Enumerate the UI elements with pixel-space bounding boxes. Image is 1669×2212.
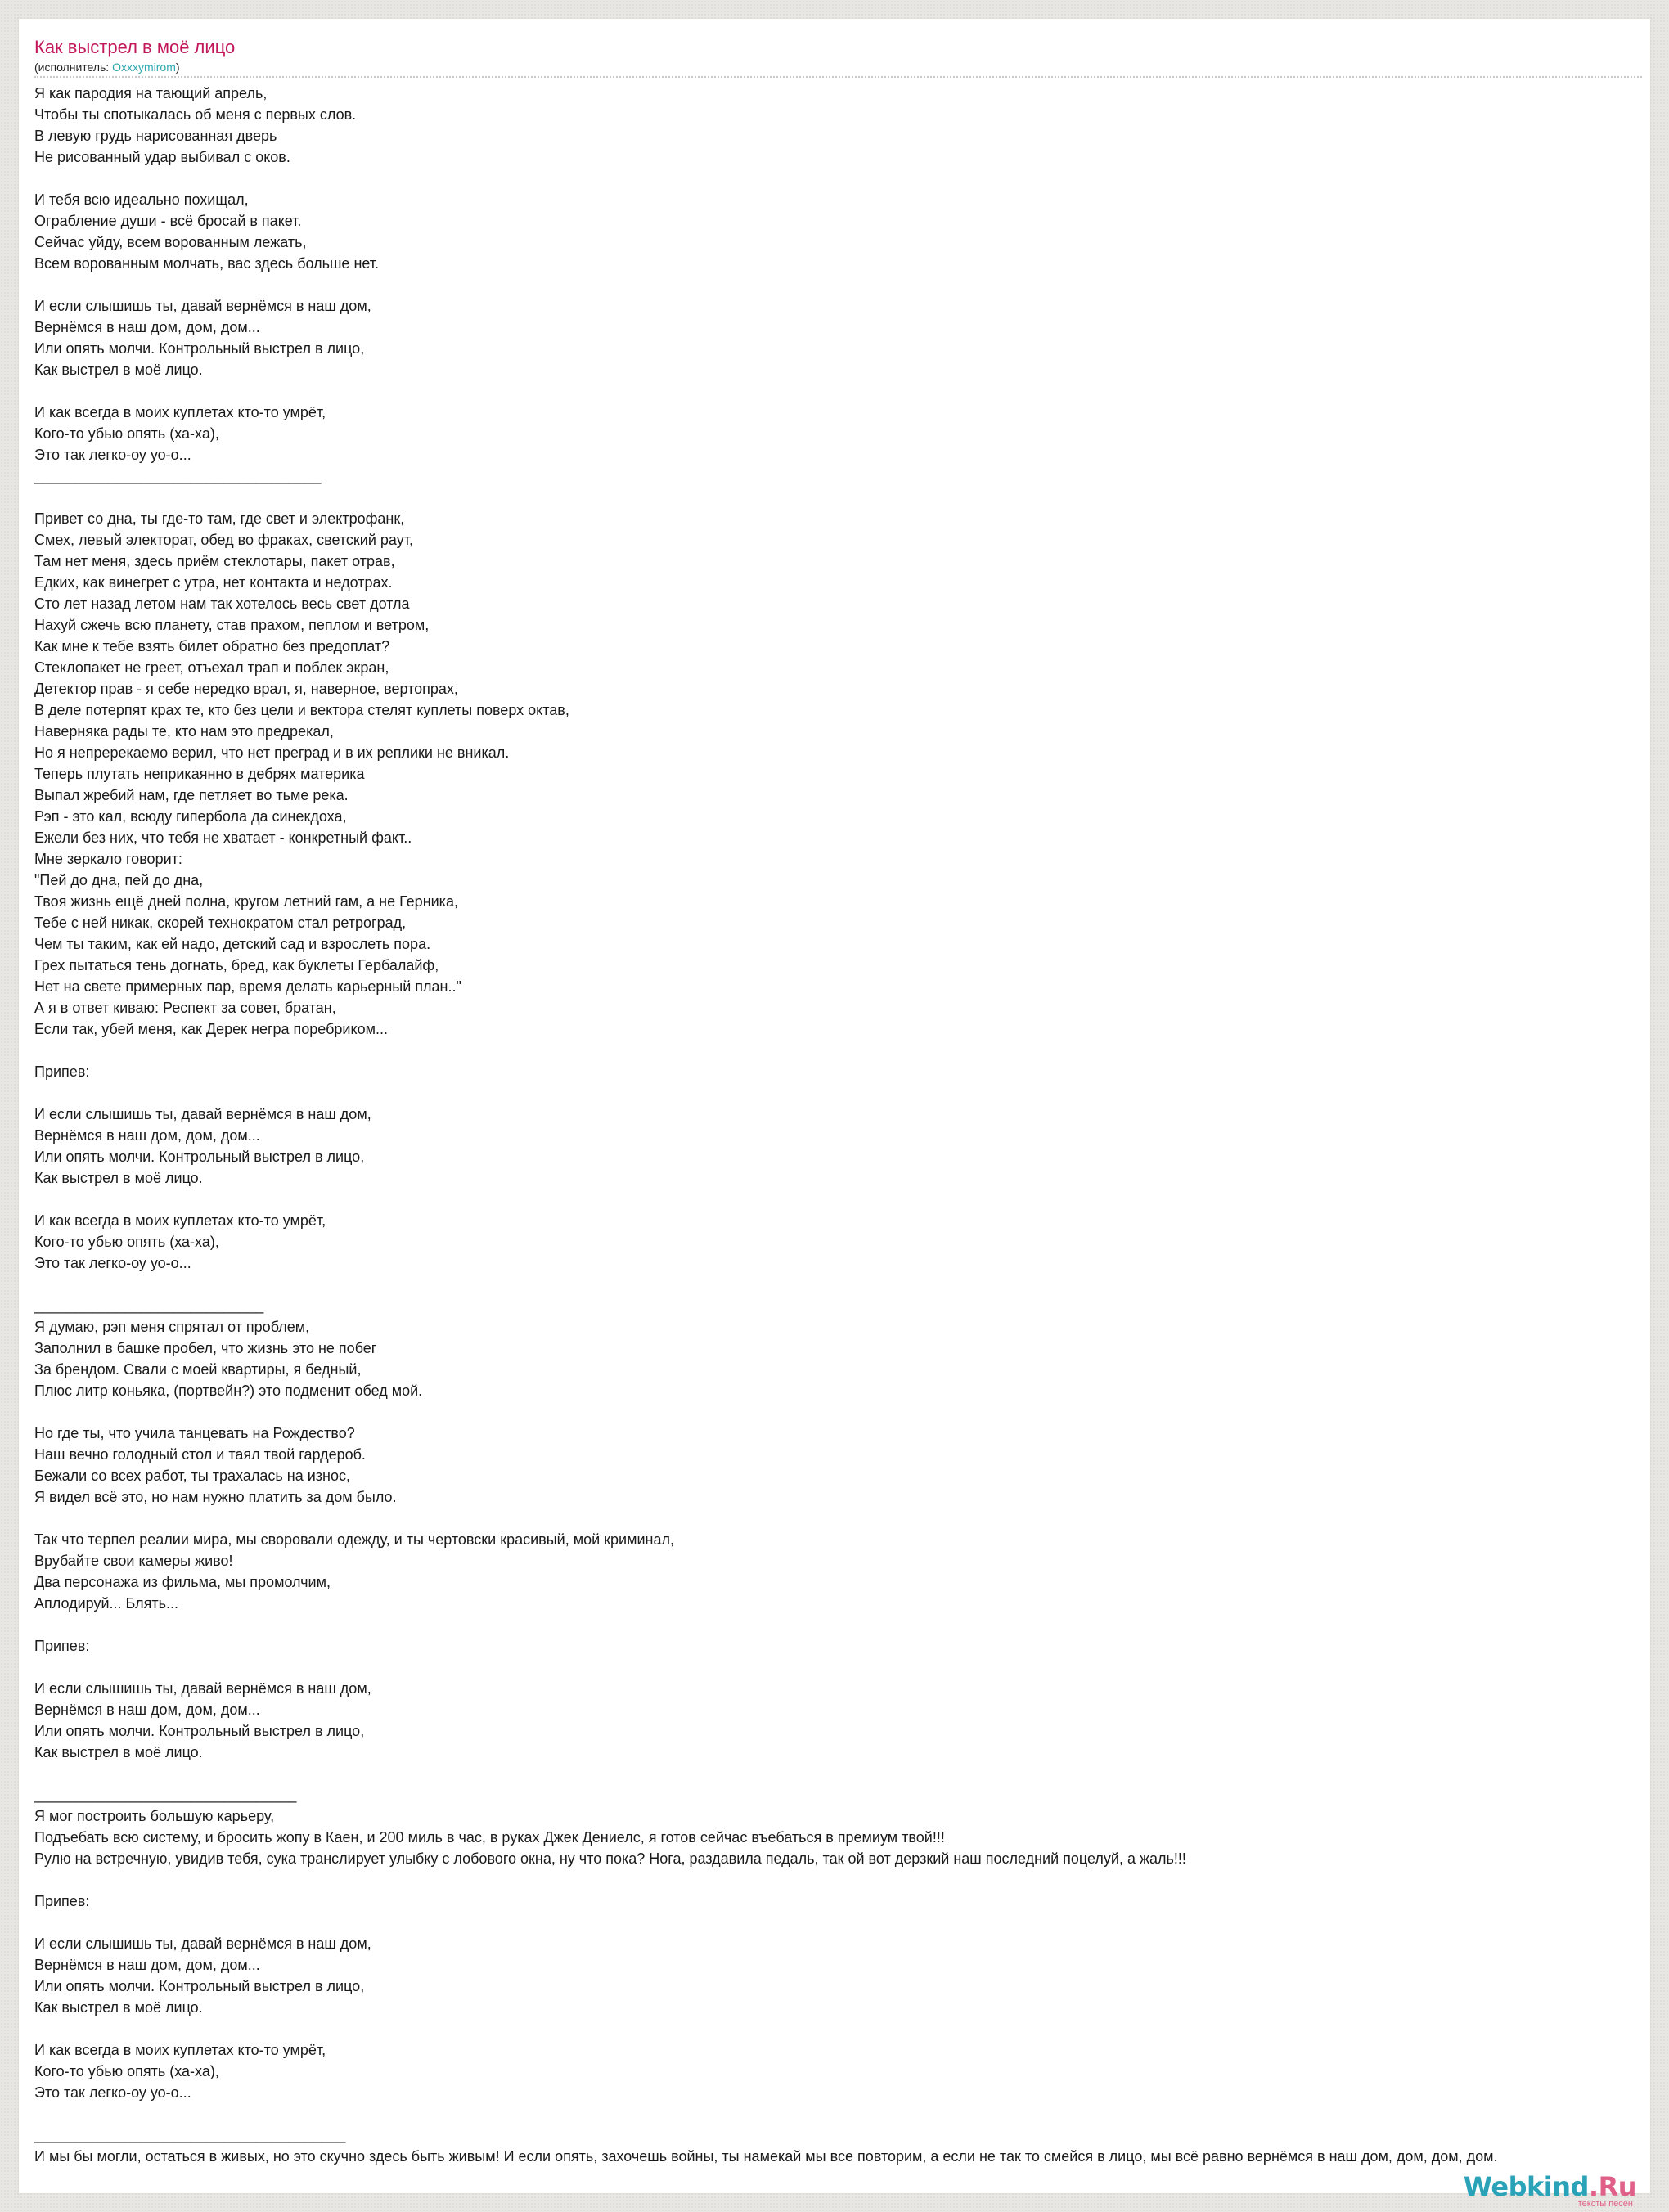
lyric-line: И если слышишь ты, давай вернёмся в наш дом, — [34, 1680, 371, 1697]
lyric-line: Наш вечно голодный стол и таял твой гардероб. — [34, 1446, 366, 1463]
site-logo[interactable] — [1464, 2173, 1636, 2209]
lyric-line: ________________________________ — [34, 1787, 297, 1803]
lyric-line: Вернёмся в наш дом, дом, дом... — [34, 1957, 260, 1973]
lyric-line — [34, 168, 1650, 189]
lyric-line: Или опять молчи. Контрольный выстрел в лицо, — [34, 1723, 365, 1739]
lyric-line: Кого-то убью опять (ха-ха), — [34, 1234, 219, 1250]
lyric-line — [34, 1508, 1650, 1529]
lyric-line: Как мне к тебе взять билет обратно без предоплат? — [34, 638, 390, 654]
lyric-line — [34, 1614, 1650, 1635]
lyric-line: Сто лет назад летом нам так хотелось весь свет дотла — [34, 596, 410, 612]
lyric-line: Это так легко-оу уо-о... — [34, 447, 191, 463]
lyric-line: Чем ты таким, как ей надо, детский сад и взрослеть пора. — [34, 936, 431, 952]
lyric-line: ____________________________ — [34, 1297, 264, 1314]
title-divider — [34, 76, 1642, 78]
logo-tagline: тексты песен — [1577, 2199, 1633, 2209]
lyric-line: Как выстрел в моё лицо. — [34, 1999, 203, 2016]
lyric-line: Теперь плутать неприкаянно в дебрях материка — [34, 766, 365, 782]
lyric-line: И как всегда в моих куплетах кто-то умрёт, — [34, 404, 326, 420]
lyric-line — [34, 1763, 1650, 1784]
lyric-line: Вернёмся в наш дом, дом, дом... — [34, 1702, 260, 1718]
lyric-line: Выпал жребий нам, где петляет во тьме река. — [34, 787, 349, 803]
lyric-line: Там нет меня, здесь приём стеклотары, пакет отрав, — [34, 553, 395, 569]
lyric-line: Врубайте свои камеры живо! — [34, 1553, 233, 1569]
performer-prefix: (исполнитель: — [34, 61, 113, 74]
lyric-line: И тебя всю идеально похищал, — [34, 191, 249, 208]
logo-suffix: .Ru — [1588, 2171, 1636, 2202]
lyric-line — [34, 1401, 1650, 1423]
lyric-line: Грех пытаться тень догнать, бред, как буклеты Гербалайф, — [34, 957, 439, 973]
lyric-line: Или опять молчи. Контрольный выстрел в лицо, — [34, 1978, 365, 1994]
logo-wordmark — [1464, 2173, 1636, 2201]
lyric-line: Но где ты, что учила танцевать на Рождество? — [34, 1425, 355, 1441]
lyric-line: Аплодируй... Блять... — [34, 1595, 178, 1612]
lyric-line: И мы бы могли, остаться в живых, но это скучно здесь быть живым! И если опять, захочешь войны, ты намекай мы все повторим, а если не так то смейся в лицо, мы всё равно вернёмся в наш дом, дом, дом, дом. — [34, 2148, 1498, 2165]
lyric-line: Как выстрел в моё лицо. — [34, 1744, 203, 1760]
lyric-line: Это так легко-оу уо-о... — [34, 2084, 191, 2101]
lyric-line — [34, 1274, 1650, 1295]
lyric-line: Я мог построить большую карьеру, — [34, 1808, 275, 1824]
lyric-line: Припев: — [34, 1063, 90, 1080]
lyric-line: Если так, убей меня, как Дерек негра поребриком... — [34, 1021, 388, 1037]
lyric-line: Так что терпел реалии мира, мы своровали одежду, и ты чертовски красивый, мой криминал, — [34, 1531, 674, 1548]
lyric-line: Всем ворованным молчать, вас здесь больше нет. — [34, 255, 380, 272]
lyric-line: Кого-то убью опять (ха-ха), — [34, 425, 219, 442]
lyric-line: И как всегда в моих куплетах кто-то умрёт, — [34, 1212, 326, 1229]
lyric-line: Смех, левый электорат, обед во фраках, светский раут, — [34, 532, 413, 548]
lyric-line: Я видел всё это, но нам нужно платить за дом было. — [34, 1489, 397, 1505]
performer-suffix: ) — [175, 61, 180, 74]
performer-line — [34, 60, 180, 74]
lyric-line: Два персонажа из фильма, мы промолчим, — [34, 1574, 331, 1590]
lyric-line: "Пей до дна, пей до дна, — [34, 872, 204, 888]
lyric-line: Ежели без них, что тебя не хватает - конкретный факт.. — [34, 830, 412, 846]
lyric-line: Рэп - это кал, всюду гипербола да синекдоха, — [34, 808, 347, 825]
lyric-line — [34, 1082, 1650, 1104]
lyric-line: А я в ответ киваю: Респект за совет, братан, — [34, 1000, 336, 1016]
lyric-line: Кого-то убью опять (ха-ха), — [34, 2063, 219, 2079]
lyric-line: ______________________________________ — [34, 2127, 346, 2143]
lyric-line: В деле потерпят крах те, кто без цели и вектора стелят куплеты поверх октав, — [34, 702, 569, 718]
lyric-line — [34, 1912, 1650, 1933]
lyric-line — [34, 1189, 1650, 1210]
lyric-line: Или опять молчи. Контрольный выстрел в лицо, — [34, 340, 365, 357]
lyric-line — [34, 274, 1650, 295]
lyric-line: Рулю на встречную, увидив тебя, сука транслирует улыбку с лобового окна, ну что пока? Нога, раздавила педаль, так ой вот дерзкий наш последний поцелуй, а жаль!!! — [34, 1850, 1186, 1867]
lyric-line — [34, 487, 1650, 508]
lyric-line: И если слышишь ты, давай вернёмся в наш дом, — [34, 1936, 371, 1952]
song-title: Как выстрел в моё лицо — [34, 37, 236, 57]
lyric-line: Твоя жизнь ещё дней полна, кругом летний гам, а не Герника, — [34, 893, 458, 910]
performer-link[interactable]: Oxxxymirom — [112, 61, 176, 74]
lyric-line — [34, 1869, 1650, 1891]
lyric-line: Едких, как винегрет с утра, нет контакта и недотрах. — [34, 574, 393, 591]
lyric-line: Подъебать всю систему, и бросить жопу в Каен, и 200 миль в час, в руках Джек Дениелс, я готов сейчас въебаться в премиум твой!!! — [34, 1829, 945, 1846]
lyric-line: Стеклопакет не греет, отъехал трап и поблек экран, — [34, 659, 389, 676]
lyric-line: Как выстрел в моё лицо. — [34, 1170, 203, 1186]
lyrics-text — [34, 83, 1650, 2167]
lyric-line: Наверняка рады те, кто нам это предрекал, — [34, 723, 334, 740]
lyric-line: Чтобы ты спотыкалась об меня с первых слов. — [34, 106, 357, 123]
lyric-line: Припев: — [34, 1893, 90, 1909]
lyric-line: Детектор прав - я себе нередко врал, я, наверное, вертопрах, — [34, 681, 458, 697]
lyrics-page — [18, 18, 1651, 2194]
lyric-line: Бежали со всех работ, ты трахалась на износ, — [34, 1468, 350, 1484]
lyric-line: Нахуй сжечь всю планету, став прахом, пеплом и ветром, — [34, 617, 430, 633]
lyric-line — [34, 1657, 1650, 1678]
lyric-line: Припев: — [34, 1638, 90, 1654]
lyric-line: Не рисованный удар выбивал с оков. — [34, 149, 290, 165]
lyric-line: Тебе с ней никак, скорей технократом стал ретроград, — [34, 915, 407, 931]
lyric-line: Вернёмся в наш дом, дом, дом... — [34, 1127, 260, 1144]
lyric-line — [34, 2018, 1650, 2039]
lyric-line: Как выстрел в моё лицо. — [34, 362, 203, 378]
lyric-line: Или опять молчи. Контрольный выстрел в лицо, — [34, 1149, 365, 1165]
lyric-line: Я как пародия на тающий апрель, — [34, 85, 268, 101]
lyric-line: И как всегда в моих куплетах кто-то умрёт, — [34, 2042, 326, 2058]
lyric-line: Привет со дна, ты где-то там, где свет и электрофанк, — [34, 510, 405, 527]
lyric-line: За брендом. Свали с моей квартиры, я бедный, — [34, 1361, 362, 1378]
lyric-line: Нет на свете примерных пар, время делать карьерный план.." — [34, 978, 461, 995]
lyric-line — [34, 1040, 1650, 1061]
lyric-line — [34, 2103, 1650, 2124]
lyric-line: Я думаю, рэп меня спрятал от проблем, — [34, 1319, 310, 1335]
lyric-line: Это так легко-оу уо-о... — [34, 1255, 191, 1271]
lyric-line: И если слышишь ты, давай вернёмся в наш дом, — [34, 298, 371, 314]
lyric-line: Заполнил в башке пробел, что жизнь это не побег — [34, 1340, 377, 1356]
logo-main-text: Webkind — [1463, 2171, 1589, 2202]
lyric-line: Плюс литр коньяка, (портвейн?) это подменит обед мой. — [34, 1382, 423, 1399]
lyric-line: Мне зеркало говорит: — [34, 851, 182, 867]
lyric-line — [34, 380, 1650, 402]
lyric-line: Сейчас уйду, всем ворованным лежать, — [34, 234, 307, 250]
lyric-line: Вернёмся в наш дом, дом, дом... — [34, 319, 260, 335]
lyric-line: ___________________________________ — [34, 468, 322, 484]
lyric-line: Но я непререкаемо верил, что нет преград и в их реплики не вникал. — [34, 744, 510, 761]
lyric-line: Ограбление души - всё бросай в пакет. — [34, 213, 302, 229]
lyric-line: В левую грудь нарисованная дверь — [34, 128, 277, 144]
lyric-line: И если слышишь ты, давай вернёмся в наш дом, — [34, 1106, 371, 1122]
